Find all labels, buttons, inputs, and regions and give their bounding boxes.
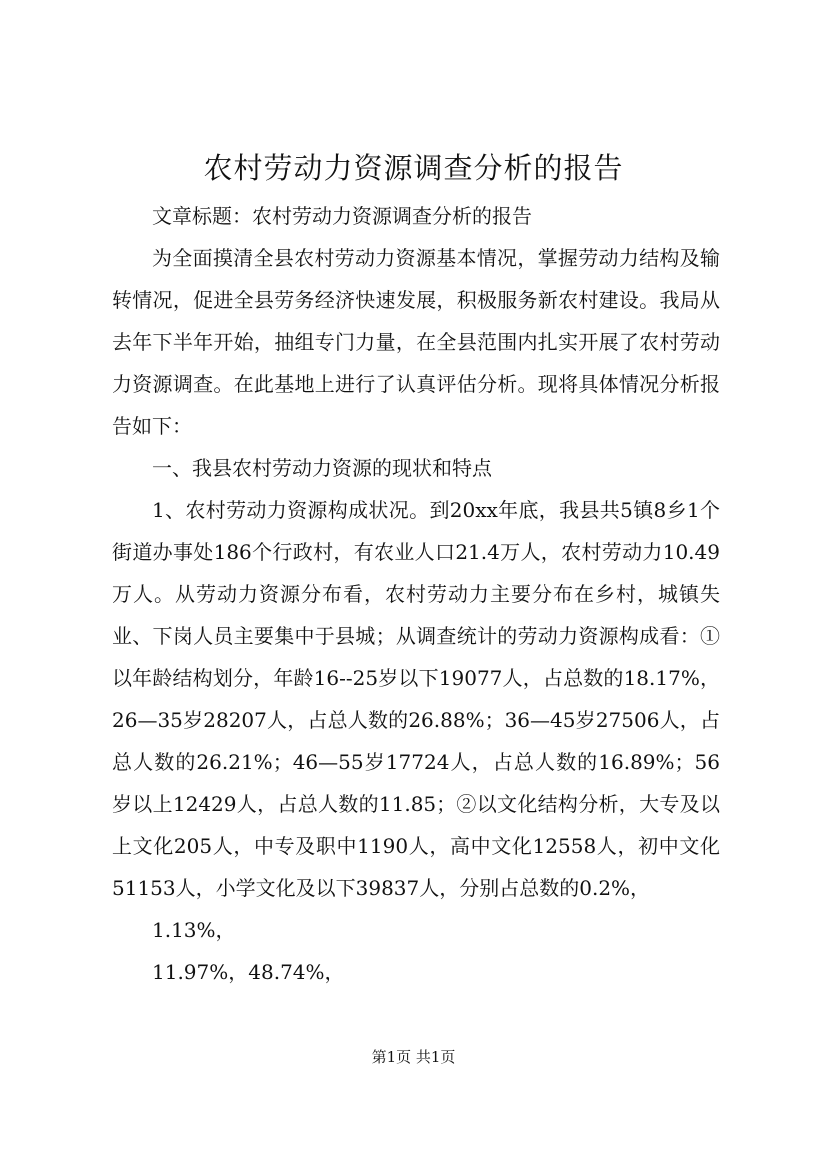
percentage-line: 11.97%，48.74%，: [152, 960, 345, 984]
document-title: 农村劳动力资源调查分析的报告: [203, 151, 624, 185]
composition-paragraph: 1、农村劳动力资源构成状况。到20xx年底，我县共5镇8乡1个街道办事处186个行政村，有农业人口21.4万人，农村劳动力10.49万人。从劳动力资源分布看，农村劳动力主要分布在乡村，城镇失业、下岗人员主要集中于县城；从调查统计的劳动力资源构成看：①以年龄结构划分，年龄16--25岁以下19077人，占总数的18.17%，26—35岁28207人，占总人数的26.88%；36—45岁27506人，占总人数的26.21%；46—55岁17724人，占总人数的16.89%；56岁以上12429人，占总人数的11.85；②以文化结构分析，大专及以上文化205人，中专及职中1190人，高中文化12558人，初中文化51153人，小学文化及以下39837人，分别占总数的0.2%，: [112, 498, 720, 900]
page-footer: 第1页 共1页: [371, 1048, 456, 1066]
percentage-line: 1.13%，: [152, 918, 236, 942]
section-heading: 一、我县农村劳动力资源的现状和特点: [152, 456, 492, 480]
article-title-line: 文章标题：农村劳动力资源调查分析的报告: [152, 204, 532, 228]
document-body: [112, 195, 720, 993]
intro-paragraph: 为全面摸清全县农村劳动力资源基本情况，掌握劳动力结构及输转情况，促进全县劳务经济快速发展，积极服务新农村建设。我局从去年下半年开始，抽组专门力量，在全县范围内扎实开展了农村劳动力资源调查。在此基地上进行了认真评估分析。现将具体情况分析报告如下：: [112, 246, 720, 438]
